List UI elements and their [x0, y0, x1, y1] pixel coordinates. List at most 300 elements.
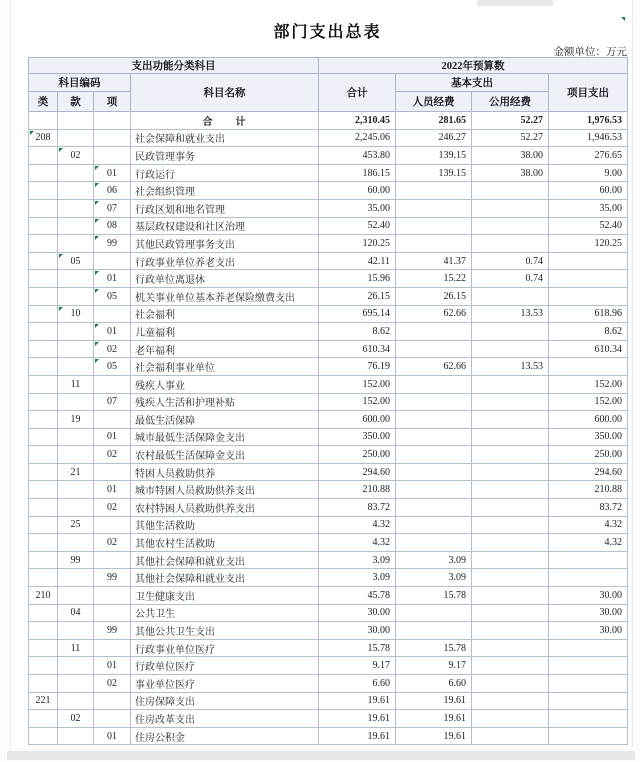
cell-class-code[interactable]: [29, 727, 58, 745]
cell-section-code[interactable]: [58, 446, 94, 464]
cell-section-code[interactable]: [58, 287, 94, 305]
cell-item-code[interactable]: 02: [94, 534, 131, 552]
cell-total[interactable]: 210.88: [319, 481, 396, 499]
cell-personnel[interactable]: 26.15: [396, 287, 472, 305]
cell-section-code[interactable]: [58, 428, 94, 446]
cell-item-code[interactable]: [94, 112, 131, 130]
cell-item-code[interactable]: [94, 252, 131, 270]
cell-public[interactable]: [472, 534, 549, 552]
cell-personnel[interactable]: [396, 499, 472, 517]
cell-class-code[interactable]: [29, 375, 58, 393]
cell-class-code[interactable]: [29, 639, 58, 657]
cell-item-code[interactable]: 01: [94, 323, 131, 341]
cell-personnel[interactable]: [396, 235, 472, 253]
cell-public[interactable]: [472, 428, 549, 446]
cell-class-code[interactable]: [29, 481, 58, 499]
cell-class-code[interactable]: [29, 516, 58, 534]
cell-item-code[interactable]: [94, 692, 131, 710]
cell-name[interactable]: 城市最低生活保障金支出: [131, 428, 319, 446]
cell-item-code[interactable]: [94, 147, 131, 165]
cell-section-code[interactable]: [58, 235, 94, 253]
cell-section-code[interactable]: [58, 164, 94, 182]
cell-personnel[interactable]: [396, 182, 472, 200]
cell-name[interactable]: 残疾人生活和护理补贴: [131, 393, 319, 411]
cell-public[interactable]: [472, 675, 549, 693]
cell-name[interactable]: 民政管理事务: [131, 147, 319, 165]
cell-total[interactable]: 19.61: [319, 727, 396, 745]
cell-personnel[interactable]: 19.61: [396, 692, 472, 710]
cell-item-code[interactable]: [94, 463, 131, 481]
cell-total[interactable]: 19.61: [319, 692, 396, 710]
cell-project[interactable]: 350.00: [549, 428, 628, 446]
cell-section-code[interactable]: [58, 129, 94, 147]
cell-public[interactable]: [472, 692, 549, 710]
cell-project[interactable]: [549, 551, 628, 569]
cell-section-code[interactable]: [58, 727, 94, 745]
cell-section-code[interactable]: 11: [58, 375, 94, 393]
cell-section-code[interactable]: [58, 217, 94, 235]
cell-personnel[interactable]: [396, 199, 472, 217]
cell-project[interactable]: 83.72: [549, 499, 628, 517]
cell-personnel[interactable]: 19.61: [396, 710, 472, 728]
cell-public[interactable]: 0.74: [472, 252, 549, 270]
cell-class-code[interactable]: [29, 499, 58, 517]
cell-personnel[interactable]: 15.78: [396, 639, 472, 657]
cell-project[interactable]: 60.00: [549, 182, 628, 200]
cell-section-code[interactable]: [58, 270, 94, 288]
cell-name[interactable]: 老年福利: [131, 340, 319, 358]
cell-item-code[interactable]: [94, 129, 131, 147]
cell-class-code[interactable]: [29, 287, 58, 305]
cell-public[interactable]: [472, 587, 549, 605]
cell-section-code[interactable]: [58, 499, 94, 517]
cell-name[interactable]: 行政区划和地名管理: [131, 199, 319, 217]
cell-personnel[interactable]: [396, 463, 472, 481]
cell-item-code[interactable]: 07: [94, 393, 131, 411]
cell-public[interactable]: [472, 516, 549, 534]
cell-public[interactable]: [472, 393, 549, 411]
cell-project[interactable]: 1,976.53: [549, 112, 628, 130]
cell-section-code[interactable]: 99: [58, 551, 94, 569]
cell-class-code[interactable]: [29, 270, 58, 288]
cell-class-code[interactable]: [29, 393, 58, 411]
cell-public[interactable]: [472, 551, 549, 569]
cell-section-code[interactable]: [58, 358, 94, 376]
cell-class-code[interactable]: [29, 569, 58, 587]
cell-total[interactable]: 350.00: [319, 428, 396, 446]
cell-personnel[interactable]: 246.27: [396, 129, 472, 147]
cell-class-code[interactable]: [29, 551, 58, 569]
cell-class-code[interactable]: [29, 235, 58, 253]
cell-item-code[interactable]: 01: [94, 164, 131, 182]
cell-public[interactable]: [472, 604, 549, 622]
cell-total[interactable]: 6.60: [319, 675, 396, 693]
cell-total[interactable]: 15.78: [319, 639, 396, 657]
cell-public[interactable]: 0.74: [472, 270, 549, 288]
cell-public[interactable]: [472, 411, 549, 429]
cell-name[interactable]: 社会福利: [131, 305, 319, 323]
cell-class-code[interactable]: [29, 622, 58, 640]
cell-name[interactable]: 最低生活保障: [131, 411, 319, 429]
cell-total[interactable]: 186.15: [319, 164, 396, 182]
cell-class-code[interactable]: [29, 411, 58, 429]
cell-class-code[interactable]: [29, 534, 58, 552]
cell-item-code[interactable]: [94, 551, 131, 569]
cell-section-code[interactable]: 02: [58, 147, 94, 165]
cell-name[interactable]: 行政事业单位养老支出: [131, 252, 319, 270]
cell-name[interactable]: 儿童福利: [131, 323, 319, 341]
cell-total[interactable]: 610.34: [319, 340, 396, 358]
cell-section-code[interactable]: [58, 587, 94, 605]
cell-section-code[interactable]: [58, 112, 94, 130]
cell-personnel[interactable]: 3.09: [396, 551, 472, 569]
cell-total[interactable]: 120.25: [319, 235, 396, 253]
cell-item-code[interactable]: 01: [94, 727, 131, 745]
cell-item-code[interactable]: 01: [94, 481, 131, 499]
cell-name[interactable]: 社会福利事业单位: [131, 358, 319, 376]
cell-name[interactable]: 农村最低生活保障金支出: [131, 446, 319, 464]
page-bottom-edge: [7, 751, 635, 760]
cell-personnel[interactable]: 139.15: [396, 164, 472, 182]
cell-project[interactable]: 4.32: [549, 534, 628, 552]
cell-name[interactable]: 城市特困人员救助供养支出: [131, 481, 319, 499]
cell-class-code[interactable]: [29, 199, 58, 217]
cell-project[interactable]: 30.00: [549, 622, 628, 640]
amount-unit-note: 金额单位：万元: [553, 47, 627, 58]
cell-public[interactable]: [472, 217, 549, 235]
cell-name[interactable]: 住房公积金: [131, 727, 319, 745]
cell-section-code[interactable]: 11: [58, 639, 94, 657]
cell-name[interactable]: 行政单位医疗: [131, 657, 319, 675]
cell-item-code[interactable]: [94, 375, 131, 393]
cell-class-code[interactable]: [29, 164, 58, 182]
cell-total[interactable]: 52.40: [319, 217, 396, 235]
cell-public[interactable]: [472, 710, 549, 728]
cell-name[interactable]: 残疾人事业: [131, 375, 319, 393]
cell-class-code[interactable]: 208: [29, 129, 58, 147]
cell-class-code[interactable]: [29, 604, 58, 622]
cell-total[interactable]: 152.00: [319, 375, 396, 393]
cell-section-code[interactable]: [58, 481, 94, 499]
cell-project[interactable]: 618.96: [549, 305, 628, 323]
cell-item-code[interactable]: [94, 710, 131, 728]
cell-project[interactable]: 294.60: [549, 463, 628, 481]
cell-section-code[interactable]: 21: [58, 463, 94, 481]
cell-total[interactable]: 30.00: [319, 622, 396, 640]
cell-total[interactable]: 4.32: [319, 516, 396, 534]
cell-section-code[interactable]: [58, 534, 94, 552]
cell-class-code[interactable]: [29, 463, 58, 481]
cell-personnel[interactable]: [396, 446, 472, 464]
cell-public[interactable]: 52.27: [472, 112, 549, 130]
cell-public[interactable]: [472, 287, 549, 305]
cell-personnel[interactable]: 139.15: [396, 147, 472, 165]
cell-public[interactable]: 38.00: [472, 164, 549, 182]
cell-name[interactable]: 社会保障和就业支出: [131, 129, 319, 147]
cell-name[interactable]: 行政单位离退休: [131, 270, 319, 288]
cell-personnel[interactable]: 62.66: [396, 358, 472, 376]
cell-personnel[interactable]: [396, 428, 472, 446]
cell-class-code[interactable]: [29, 112, 58, 130]
cell-name[interactable]: 事业单位医疗: [131, 675, 319, 693]
cell-class-code[interactable]: [29, 446, 58, 464]
cell-public[interactable]: [472, 463, 549, 481]
cell-total[interactable]: 695.14: [319, 305, 396, 323]
cell-total[interactable]: 83.72: [319, 499, 396, 517]
cell-total[interactable]: 4.32: [319, 534, 396, 552]
cell-project[interactable]: [549, 358, 628, 376]
cell-item-code[interactable]: 99: [94, 622, 131, 640]
cell-name[interactable]: 特困人员救助供养: [131, 463, 319, 481]
cell-total[interactable]: 3.09: [319, 551, 396, 569]
error-flag-icon: [95, 342, 99, 346]
cell-personnel[interactable]: 281.65: [396, 112, 472, 130]
cell-name[interactable]: 公共卫生: [131, 604, 319, 622]
cell-public[interactable]: [472, 340, 549, 358]
cell-public[interactable]: 38.00: [472, 147, 549, 165]
table-row: [29, 340, 628, 358]
cell-class-code[interactable]: [29, 657, 58, 675]
cell-project[interactable]: 276.65: [549, 147, 628, 165]
cell-item-code[interactable]: [94, 516, 131, 534]
cell-project[interactable]: [549, 692, 628, 710]
cell-item-code[interactable]: 08: [94, 217, 131, 235]
cell-name[interactable]: 社会组织管理: [131, 182, 319, 200]
cell-project[interactable]: [549, 252, 628, 270]
cell-section-code[interactable]: 10: [58, 305, 94, 323]
error-flag-icon: [95, 183, 99, 187]
cell-public[interactable]: 13.53: [472, 358, 549, 376]
cell-section-code[interactable]: [58, 340, 94, 358]
cell-personnel[interactable]: [396, 516, 472, 534]
cell-project[interactable]: 210.88: [549, 481, 628, 499]
cell-name[interactable]: 住房保障支出: [131, 692, 319, 710]
cell-class-code[interactable]: [29, 305, 58, 323]
table-row: [29, 446, 628, 464]
cell-personnel[interactable]: [396, 622, 472, 640]
cell-total[interactable]: 3.09: [319, 569, 396, 587]
cell-personnel[interactable]: 6.60: [396, 675, 472, 693]
cell-public[interactable]: 52.27: [472, 129, 549, 147]
table-row: [29, 217, 628, 235]
cell-section-code[interactable]: 02: [58, 710, 94, 728]
cell-section-code[interactable]: [58, 657, 94, 675]
cell-class-code[interactable]: [29, 323, 58, 341]
cell-public[interactable]: [472, 622, 549, 640]
cell-project[interactable]: [549, 287, 628, 305]
header-subject-name: 科目名称: [131, 74, 319, 112]
header-section: 款: [58, 92, 94, 112]
cell-section-code[interactable]: [58, 692, 94, 710]
cell-total[interactable]: 152.00: [319, 393, 396, 411]
cell-item-code[interactable]: 01: [94, 657, 131, 675]
cell-name[interactable]: 机关事业单位基本养老保险缴费支出: [131, 287, 319, 305]
cell-total[interactable]: 294.60: [319, 463, 396, 481]
table-row: [29, 252, 628, 270]
cell-project[interactable]: 600.00: [549, 411, 628, 429]
cell-project[interactable]: 9.00: [549, 164, 628, 182]
cell-name[interactable]: 基层政权建设和社区治理: [131, 217, 319, 235]
cell-project[interactable]: 30.00: [549, 587, 628, 605]
cell-personnel[interactable]: [396, 481, 472, 499]
cell-name[interactable]: 合 计: [131, 112, 319, 130]
cell-public[interactable]: [472, 727, 549, 745]
cell-name[interactable]: 卫生健康支出: [131, 587, 319, 605]
cell-section-code[interactable]: [58, 569, 94, 587]
cell-total[interactable]: 15.96: [319, 270, 396, 288]
cell-item-code[interactable]: 02: [94, 675, 131, 693]
cell-project[interactable]: [549, 639, 628, 657]
cell-item-code[interactable]: 01: [94, 428, 131, 446]
cell-project[interactable]: [549, 710, 628, 728]
cell-section-code[interactable]: 05: [58, 252, 94, 270]
cell-personnel[interactable]: 19.61: [396, 727, 472, 745]
cell-project[interactable]: 152.00: [549, 393, 628, 411]
cell-section-code[interactable]: 25: [58, 516, 94, 534]
cell-personnel[interactable]: 15.78: [396, 587, 472, 605]
cell-name[interactable]: 其他生活救助: [131, 516, 319, 534]
cell-public[interactable]: [472, 323, 549, 341]
cell-personnel[interactable]: 9.17: [396, 657, 472, 675]
cell-total[interactable]: 60.00: [319, 182, 396, 200]
cell-project[interactable]: 8.62: [549, 323, 628, 341]
cell-public[interactable]: [472, 182, 549, 200]
cell-item-code[interactable]: 06: [94, 182, 131, 200]
cell-section-code[interactable]: 19: [58, 411, 94, 429]
cell-personnel[interactable]: 3.09: [396, 569, 472, 587]
cell-public[interactable]: [472, 199, 549, 217]
cell-item-code[interactable]: [94, 639, 131, 657]
cell-name[interactable]: 行政运行: [131, 164, 319, 182]
cell-section-code[interactable]: [58, 323, 94, 341]
cell-class-code[interactable]: [29, 428, 58, 446]
cell-public[interactable]: [472, 375, 549, 393]
cell-section-code[interactable]: [58, 393, 94, 411]
cell-project[interactable]: [549, 270, 628, 288]
cell-item-code[interactable]: 01: [94, 270, 131, 288]
cell-name[interactable]: 其他公共卫生支出: [131, 622, 319, 640]
cell-total[interactable]: 76.19: [319, 358, 396, 376]
cell-personnel[interactable]: [396, 411, 472, 429]
cell-personnel[interactable]: [396, 604, 472, 622]
cell-project[interactable]: 152.00: [549, 375, 628, 393]
cell-item-code[interactable]: [94, 587, 131, 605]
cell-section-code[interactable]: [58, 622, 94, 640]
cell-public[interactable]: [472, 481, 549, 499]
cell-project[interactable]: 35.00: [549, 199, 628, 217]
cell-class-code[interactable]: [29, 358, 58, 376]
cell-personnel[interactable]: 62.66: [396, 305, 472, 323]
cell-item-code[interactable]: [94, 604, 131, 622]
cell-personnel[interactable]: [396, 393, 472, 411]
cell-total[interactable]: 35.00: [319, 199, 396, 217]
cell-total[interactable]: 250.00: [319, 446, 396, 464]
cell-item-code[interactable]: 02: [94, 446, 131, 464]
cell-section-code[interactable]: [58, 199, 94, 217]
error-flag-icon: [95, 289, 99, 293]
cell-public[interactable]: [472, 639, 549, 657]
cell-class-code[interactable]: [29, 182, 58, 200]
cell-item-code[interactable]: [94, 305, 131, 323]
cell-item-code[interactable]: 05: [94, 287, 131, 305]
cell-total[interactable]: 45.78: [319, 587, 396, 605]
cell-public[interactable]: [472, 235, 549, 253]
cell-public[interactable]: [472, 657, 549, 675]
cell-total[interactable]: 2,310.45: [319, 112, 396, 130]
cell-project[interactable]: 1,946.53: [549, 129, 628, 147]
cell-total[interactable]: 30.00: [319, 604, 396, 622]
cell-class-code[interactable]: 210: [29, 587, 58, 605]
cell-section-code[interactable]: 04: [58, 604, 94, 622]
cell-public[interactable]: [472, 569, 549, 587]
cell-total[interactable]: 2,245.06: [319, 129, 396, 147]
cell-project[interactable]: 120.25: [549, 235, 628, 253]
cell-project[interactable]: [549, 727, 628, 745]
cell-total[interactable]: 8.62: [319, 323, 396, 341]
cell-item-code[interactable]: 02: [94, 340, 131, 358]
cell-item-code[interactable]: 02: [94, 499, 131, 517]
cell-personnel[interactable]: [396, 217, 472, 235]
cell-item-code[interactable]: 99: [94, 569, 131, 587]
cell-public[interactable]: [472, 499, 549, 517]
cell-class-code[interactable]: 221: [29, 692, 58, 710]
cell-total[interactable]: 26.15: [319, 287, 396, 305]
cell-total[interactable]: 9.17: [319, 657, 396, 675]
cell-personnel[interactable]: [396, 375, 472, 393]
cell-name[interactable]: 其他农村生活救助: [131, 534, 319, 552]
cell-project[interactable]: 610.34: [549, 340, 628, 358]
cell-project[interactable]: 250.00: [549, 446, 628, 464]
cell-project[interactable]: 52.40: [549, 217, 628, 235]
cell-project[interactable]: 4.32: [549, 516, 628, 534]
cell-name[interactable]: 住房改革支出: [131, 710, 319, 728]
cell-class-code[interactable]: [29, 675, 58, 693]
cell-class-code[interactable]: [29, 340, 58, 358]
cell-name[interactable]: 农村特困人员救助供养支出: [131, 499, 319, 517]
cell-name[interactable]: 行政事业单位医疗: [131, 639, 319, 657]
cell-class-code[interactable]: [29, 147, 58, 165]
cell-total[interactable]: 600.00: [319, 411, 396, 429]
cell-total[interactable]: 42.11: [319, 252, 396, 270]
cell-project[interactable]: [549, 675, 628, 693]
cell-name[interactable]: 其他社会保障和就业支出: [131, 569, 319, 587]
cell-class-code[interactable]: [29, 710, 58, 728]
cell-personnel[interactable]: 15.22: [396, 270, 472, 288]
cell-personnel[interactable]: [396, 340, 472, 358]
cell-total[interactable]: 19.61: [319, 710, 396, 728]
cell-item-code[interactable]: 05: [94, 358, 131, 376]
cell-personnel[interactable]: 41.37: [396, 252, 472, 270]
cell-section-code[interactable]: [58, 675, 94, 693]
cell-item-code[interactable]: 99: [94, 235, 131, 253]
cell-public[interactable]: 13.53: [472, 305, 549, 323]
header-project-expenditure: 项目支出: [549, 74, 628, 112]
cell-personnel[interactable]: [396, 323, 472, 341]
cell-item-code[interactable]: [94, 411, 131, 429]
cell-project[interactable]: 30.00: [549, 604, 628, 622]
cell-name[interactable]: 其他民政管理事务支出: [131, 235, 319, 253]
cell-public[interactable]: [472, 446, 549, 464]
cell-total[interactable]: 453.80: [319, 147, 396, 165]
cell-project[interactable]: [549, 657, 628, 675]
cell-class-code[interactable]: [29, 217, 58, 235]
cell-project[interactable]: [549, 569, 628, 587]
cell-personnel[interactable]: [396, 534, 472, 552]
cell-section-code[interactable]: [58, 182, 94, 200]
cell-item-code[interactable]: 07: [94, 199, 131, 217]
cell-class-code[interactable]: [29, 252, 58, 270]
cell-name[interactable]: 其他社会保障和就业支出: [131, 551, 319, 569]
